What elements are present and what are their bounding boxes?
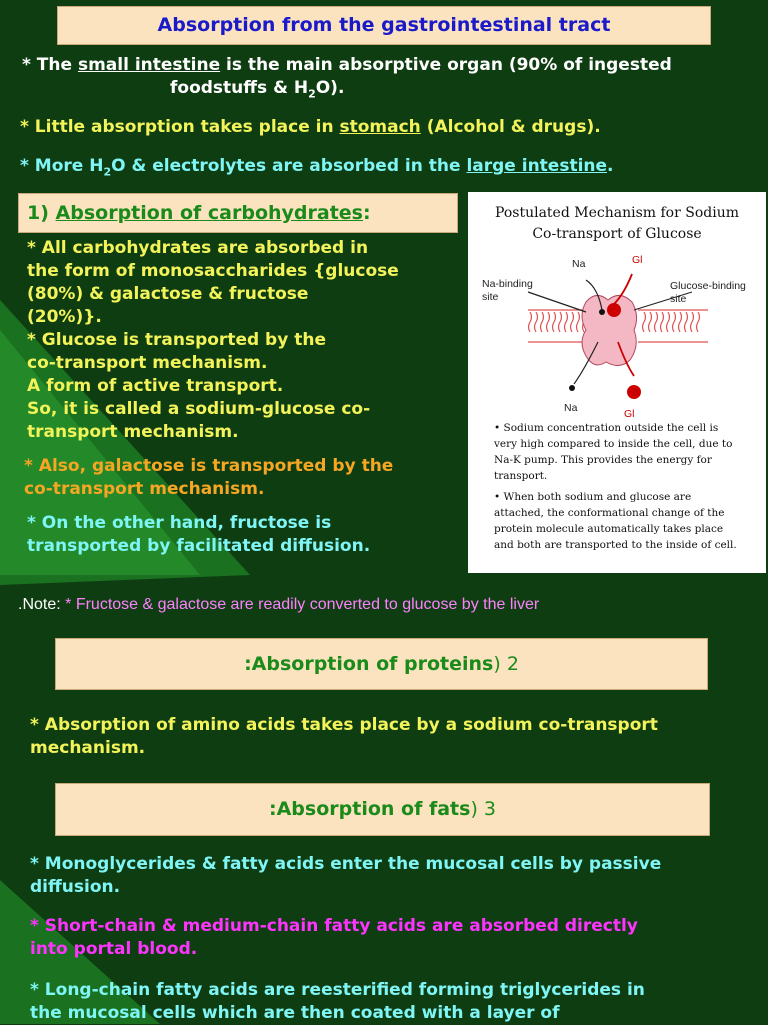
intro-line-3: * Little absorption takes place in stomach (Alcohol & drugs). xyxy=(20,117,601,137)
note-line: .Note: * Fructose & galactose are readily converted to glucose by the liver xyxy=(18,596,540,613)
sodium-bound xyxy=(599,309,605,315)
fats-paragraph-2: * Short-chain & medium-chain fatty acids are absorbed directly into portal blood. xyxy=(30,916,638,959)
cotransport-diagram xyxy=(468,192,766,432)
galactose-paragraph: * Also, galactose is transported by the co-transport mechanism. xyxy=(24,456,394,499)
label-gl-bottom: Gl xyxy=(624,408,635,420)
section-heading-fats: :Absorption of fats) 3 xyxy=(55,783,710,836)
sodium-released xyxy=(569,385,575,391)
label-glucose-binding-site: Glucose-binding site xyxy=(670,280,746,305)
label-na-top: Na xyxy=(572,258,586,270)
carbs-paragraph: * All carbohydrates are absorbed in the form of monosaccharides {glucose (80%) & galactose & fructose (20%)}. * Glucose is transported by the co-transport mechanism. A form of active transport. So, it is called a sodium-glucose co- transport mechanism. xyxy=(27,238,399,442)
small-intestine-term: small intestine xyxy=(77,55,221,75)
proteins-paragraph: * Absorption of amino acids takes place by a sodium co-transport mechanism. xyxy=(30,715,658,758)
intro-line-2: foodstuffs & $H_2O$). xyxy=(170,78,345,101)
intro-line-1: * The small intestine is the main absorptive organ (90% of ingested xyxy=(22,55,672,75)
stomach-term: stomach xyxy=(339,117,421,137)
cotransport-figure xyxy=(468,192,766,573)
fructose-paragraph: * On the other hand, fructose is transported by facilitated diffusion. xyxy=(27,513,371,556)
glucose-released xyxy=(627,385,641,399)
label-na-binding-site: Na-binding site xyxy=(482,278,533,303)
section-heading-carbohydrates: 1) Absorption of carbohydrates: xyxy=(18,193,458,233)
glucose-bound xyxy=(607,303,621,317)
section-heading-proteins: :Absorption of proteins) 2 xyxy=(55,638,708,690)
label-na-bottom: Na xyxy=(564,402,578,414)
large-intestine-term: large intestine xyxy=(466,156,608,176)
figure-title: Postulated Mechanism for Sodium Co-transport of Glucose xyxy=(495,205,739,242)
figure-bullet-2: • When both sodium and glucose are attached, the conformational change of the protein molecule automatically takes place and both are transported to the inside of cell. xyxy=(494,491,737,551)
figure-bullet-1: • Sodium concentration outside the cell is very high compared to inside the cell, due to Na-K pump. This provides the energy for transport. xyxy=(494,422,733,482)
intro-line-4: * More $H_2O$ & electrolytes are absorbed in the large intestine. xyxy=(20,156,614,179)
page-title: Absorption from the gastrointestinal tract xyxy=(57,6,711,45)
fats-paragraph-3: * Long-chain fatty acids are reesterified forming triglycerides in the mucosal cells which are then coated with a layer of xyxy=(30,980,645,1023)
label-gl-top: Gl xyxy=(632,254,643,266)
fats-paragraph-1: * Monoglycerides & fatty acids enter the mucosal cells by passive diffusion. xyxy=(30,854,662,897)
